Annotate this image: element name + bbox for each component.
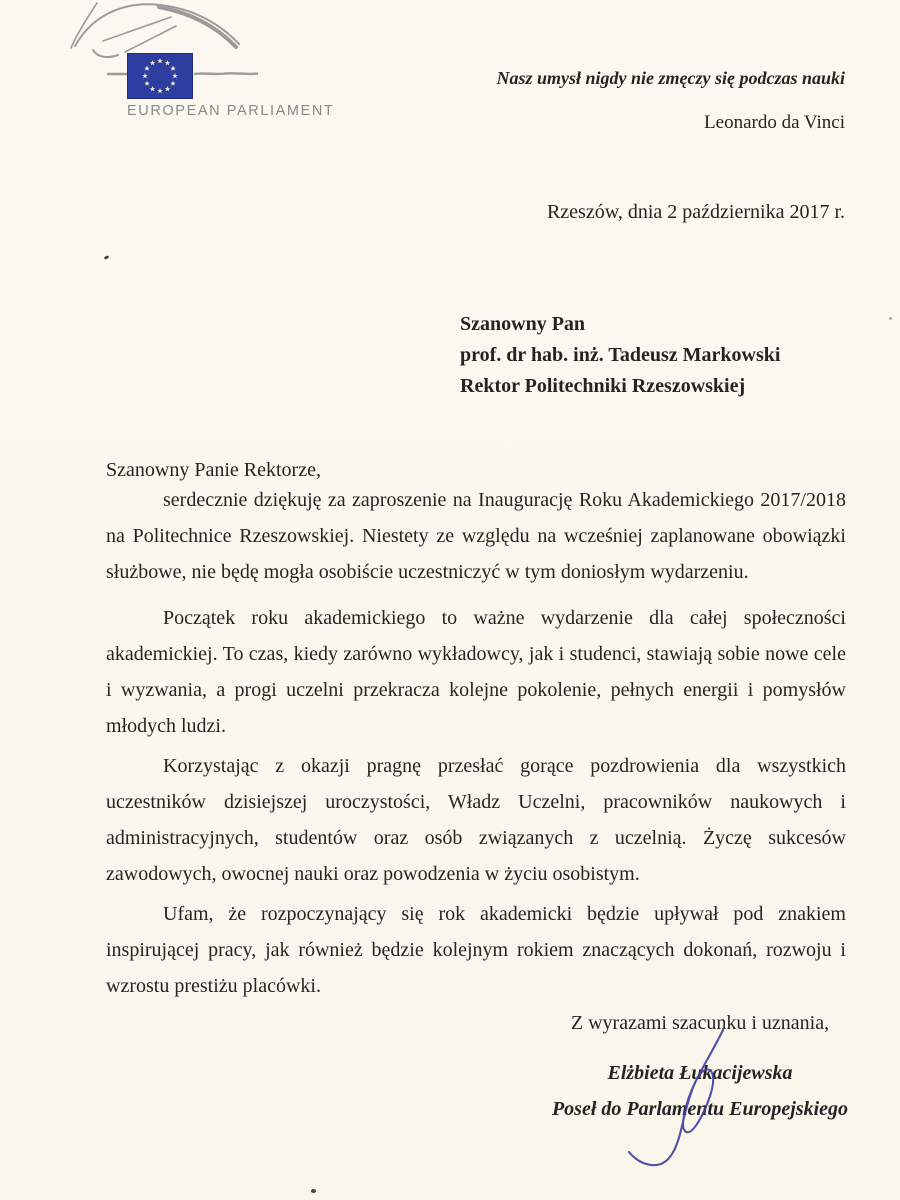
addressee-block [460,309,780,402]
addressee-line: prof. dr hab. inż. Tadeusz Markowski [460,344,781,366]
addressee-line: Rektor Politechniki Rzeszowskiej [460,375,746,397]
signer-name: Elżbieta Łukacijewska [607,1062,793,1084]
eu-flag-icon [127,53,193,99]
body-paragraph: Ufam, że rozpoczynający się rok akademicki będzie upływał pod znakiem inspirującej pracy, jak również będzie kolejnym rokiem znaczących dokonań, rozwoju i wzrostu prestiżu placówki. [106,903,846,997]
addressee-line: Szanowny Pan [460,313,586,335]
salutation: Szanowny Panie Rektorze, [106,459,321,481]
motto-author: Leonardo da Vinci [704,112,845,133]
signer-title: Poseł do Parlamentu Europejskiego [551,1098,849,1120]
scan-speck [311,1189,316,1193]
handwritten-signature [600,1008,780,1178]
valediction: Z wyrazami szacunku i uznania, [570,1012,830,1034]
body-paragraph: Korzystając z okazji pragnę przesłać gorące pozdrowienia dla wszystkich uczestników dzisiejszej uroczystości, Władz Uczelni, pracowników naukowych i administracyjnych, studentów oraz osób związanych z uczelnią. Życzę sukcesów zawodowych, owocnej nauki oraz powodzenia w życiu osobistym. [106,755,846,885]
letterhead-organization: EUROPEAN PARLIAMENT [127,103,335,119]
body-paragraph: Początek roku akademickiego to ważne wydarzenie dla całej społeczności akademickiej. To czas, kiedy zarówno wykładowcy, jak i studenci, stawiają sobie nowe cele i wyzwania, a progi uczelni przekracza kolejne pokolenie, pełnych energii i pomysłów młodych ludzi. [106,607,846,737]
dateline: Rzeszów, dnia 2 października 2017 r. [546,201,845,223]
motto-quote: Nasz umysł nigdy nie zmęczy się podczas nauki [496,68,845,88]
scan-speck [889,317,892,320]
body-paragraph: serdecznie dziękuję za zaproszenie na Inaugurację Roku Akademickiego 2017/2018 na Politechnice Rzeszowskiej. Niestety ze względu na wcześniej zaplanowane obowiązki służbowe, nie będę mogła osobiście uczestniczyć w tym doniosłym wydarzeniu. [106,489,846,583]
scan-speck [104,255,110,260]
